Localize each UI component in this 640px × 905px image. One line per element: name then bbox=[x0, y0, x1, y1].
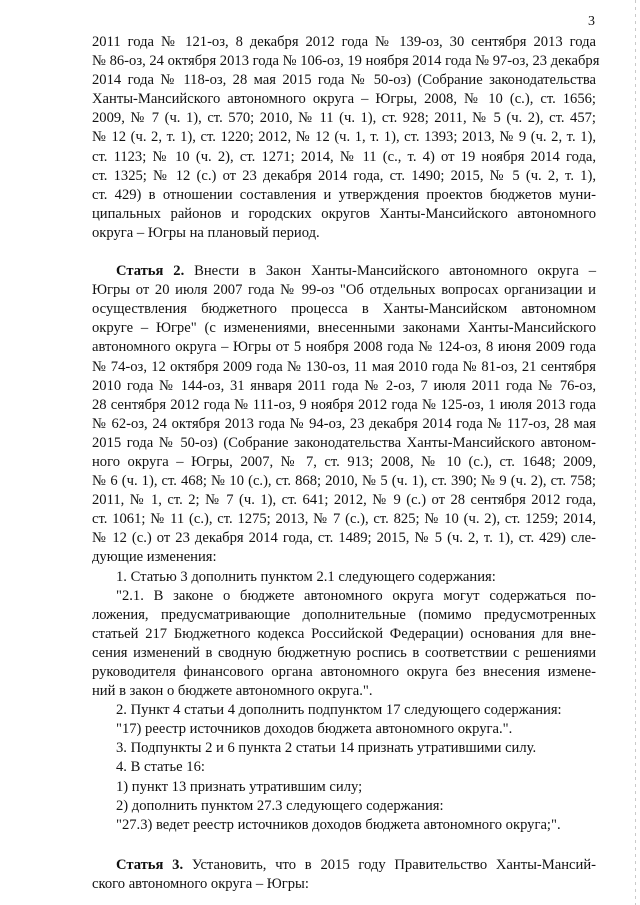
text-line: ст. 1061; № 11 (с.), ст. 1275; 2013, № 7 (с.), ст. 825; № 10 (ч. 2), ст. 1259; 2014, bbox=[92, 511, 596, 528]
text-line: 2011 года № 121-оз, 8 декабря 2012 года № 139-оз, 30 сентября 2013 года bbox=[92, 34, 596, 50]
article-2-first-line bbox=[92, 262, 596, 281]
amendment-item-2: 2. Пункт 4 статьи 4 дополнить подпунктом 17 следующего содержания: bbox=[116, 702, 562, 719]
article-3 bbox=[92, 856, 596, 894]
text-line: № 74-оз, 12 октября 2009 года № 130-оз, 11 мая 2010 года № 81-оз, 21 сентября bbox=[92, 358, 596, 375]
text-line: осуществления бюджетного процесса в Ханты-Мансийском автономном bbox=[92, 301, 596, 318]
amendment-item-4: 4. В статье 16: bbox=[116, 759, 205, 776]
article-2 bbox=[92, 262, 596, 835]
article-2-heading: Статья 2. bbox=[116, 263, 185, 280]
text-line: округа – Югры на плановый период. bbox=[92, 224, 320, 241]
text-line: № 62-оз, 24 октября 2013 года № 94-оз, 23 декабря 2014 года № 117-оз, 28 мая bbox=[92, 415, 596, 432]
text-line: Ханты-Мансийского автономного округа – Югры, 2008, № 10 (с.), ст. 1656; bbox=[92, 91, 596, 108]
text-line: ского автономного округа – Югры: bbox=[92, 875, 309, 892]
text-line: 28 сентября 2012 года № 111-оз, 9 ноября 2012 года № 125-оз, 1 июля 2013 года bbox=[92, 396, 596, 413]
amendment-item-3: 3. Подпункты 2 и 6 пункта 2 статьи 14 признать утратившими силу. bbox=[116, 740, 537, 757]
quote-line: "27.3) ведет реестр источников доходов бюджета автономного округа;". bbox=[116, 816, 561, 833]
article-3-first-line bbox=[92, 856, 596, 875]
text-line: ципальных районов и городских округов Ханты-Мансийского автономного bbox=[92, 205, 596, 222]
text-line: автономного округа – Югры от 5 ноября 2008 года № 124-оз, 8 июня 2009 года bbox=[92, 339, 596, 356]
text-line: ст. 1325; № 12 (с.) от 23 декабря 2014 года, ст. 1490; 2015, № 5 (ч. 2, т. 1), bbox=[92, 167, 596, 184]
text-line: 2009, № 7 (ч. 1), ст. 570; 2010, № 11 (ч. 1), ст. 928; 2011, № 5 (ч. 2), ст. 457; bbox=[92, 110, 596, 127]
page-edge-guide bbox=[635, 0, 636, 905]
quote-line: ний в закон о бюджете автономного округа.". bbox=[92, 683, 373, 700]
text-line: № 86-оз, 24 октября 2013 года № 106-оз, 19 ноября 2014 года № 97-оз, 23 декабря bbox=[92, 53, 600, 70]
quote-line: статьей 217 Бюджетного кодекса Российской Федерации) основания для вне- bbox=[92, 625, 596, 642]
text-line: № 12 (ч. 2, т. 1), ст. 1220; 2012, № 12 (ч. 1, т. 1), ст. 1393; 2013, № 9 (ч. 2, т. 1), bbox=[92, 129, 596, 146]
text-line: округе – Югре" (с изменениями, внесенными законами Ханты-Мансийского bbox=[92, 320, 596, 337]
article-3-lead: Установить, что в 2015 году Правительство Ханты-Мансий- bbox=[191, 856, 596, 873]
document-body bbox=[92, 33, 600, 894]
text-line: ст. 1123; № 10 (ч. 2), ст. 1271; 2014, № 11 (с., т. 4) от 19 ноября 2014 года, bbox=[92, 148, 596, 165]
page-number: 3 bbox=[588, 14, 595, 29]
quote-line: ложения, предусматривающие дополнительные (помимо предусмотренных bbox=[92, 606, 596, 623]
text-line: 2011, № 1, ст. 2; № 7 (ч. 1), ст. 641; 2012, № 9 (с.) от 28 сентября 2012 года, bbox=[92, 492, 596, 509]
text-line: № 6 (ч. 1), ст. 468; № 10 (с.), ст. 868; 2010, № 5 (ч. 1), ст. 390; № 9 (ч. 2), ст. 758; bbox=[92, 473, 596, 490]
text-line: 2015 года № 50-оз) (Собрание законодательства Ханты-Мансийского автоном- bbox=[92, 434, 596, 451]
text-line: 2014 года № 118-оз, 28 мая 2015 года № 50-оз) (Собрание законодательства bbox=[92, 72, 596, 89]
quote-line: сения изменений в сводную бюджетную роспись в соответствии с решениями bbox=[92, 644, 596, 661]
article-3-heading: Статья 3. bbox=[116, 856, 184, 873]
intro-paragraph bbox=[92, 33, 600, 243]
text-line: 2010 года № 144-оз, 31 января 2011 года № 2-оз, 7 июля 2011 года № 76-оз, bbox=[92, 377, 596, 394]
quote-line: руководителя финансового органа автономного округа без внесения измене- bbox=[92, 664, 596, 680]
amendment-item-1: 1. Статью 3 дополнить пунктом 2.1 следующего содержания: bbox=[116, 568, 496, 585]
quote-line: "17) реестр источников доходов бюджета автономного округа.". bbox=[116, 721, 513, 738]
text-line: Югры от 20 июля 2007 года № 99-оз "Об отдельных вопросах организации и bbox=[92, 282, 596, 299]
quote-line: "2.1. В законе о бюджете автономного округа могут содержаться по- bbox=[116, 587, 596, 604]
text-line: ст. 429) в отношении составления и утверждения проектов бюджетов муни- bbox=[92, 186, 596, 203]
text-line: ного округа – Югры, 2007, № 7, ст. 913; 2008, № 10 (с.), ст. 1648; 2009, bbox=[92, 453, 596, 470]
sub-item-1: 1) пункт 13 признать утратившим силу; bbox=[116, 778, 363, 795]
text-line: № 12 (с.) от 23 декабря 2014 года, ст. 1489; 2015, № 5 (ч. 2, т. 1), ст. 429) сле- bbox=[92, 530, 596, 547]
sub-item-2: 2) дополнить пунктом 27.3 следующего содержания: bbox=[116, 797, 444, 814]
text-line: дующие изменения: bbox=[92, 549, 217, 566]
article-2-lead: Внести в Закон Ханты-Мансийского автономного округа – bbox=[194, 263, 596, 280]
